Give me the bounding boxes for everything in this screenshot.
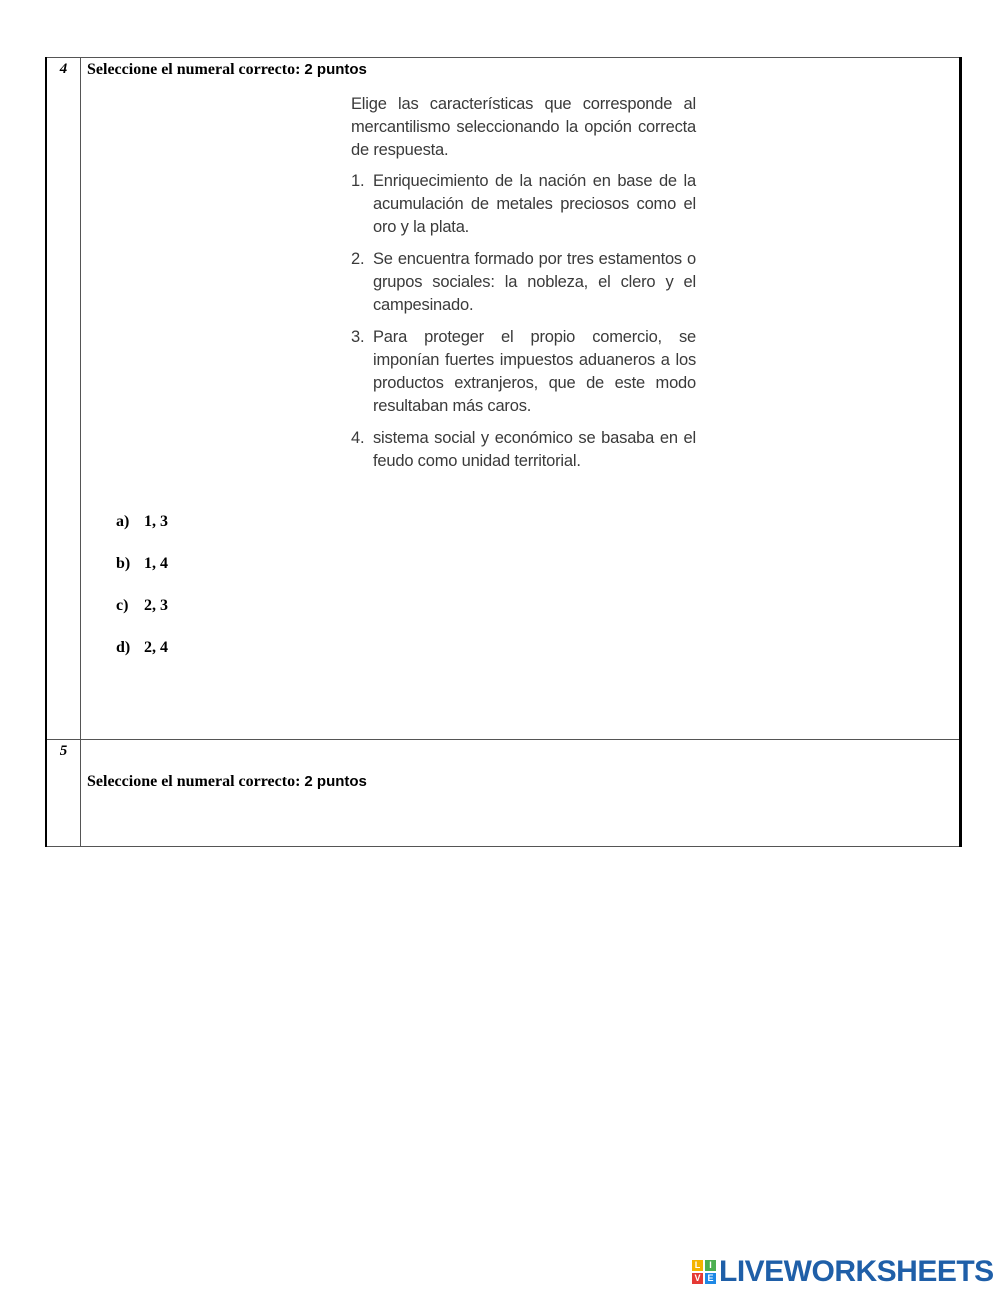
question-body [81,740,961,847]
option-value: 2, 4 [144,639,168,656]
logo-mark-cell: V [692,1273,703,1284]
passage-item-number: 2. [351,250,365,268]
passage-item [351,248,696,317]
question-points: 2 puntos [304,61,367,78]
option-value: 1, 4 [144,555,168,572]
option-value: 1, 3 [144,513,168,530]
logo-mark-icon [692,1260,716,1284]
question-row-4 [46,58,961,740]
question-number: 4 [46,58,81,740]
liveworksheets-logo [692,1255,994,1289]
question-passage [351,93,696,473]
answer-options [116,513,959,681]
question-title-text: Seleccione el numeral correcto: [87,773,301,790]
worksheet-table [45,57,962,847]
passage-item-text: Enriquecimiento de la nación en base de la acumulación de metales preciosos como el oro y la plata. [373,172,696,236]
passage-item [351,326,696,418]
passage-list [351,170,696,473]
passage-item-text: Se encuentra formado por tres estamentos o grupos sociales: la nobleza, el clero y el campesinado. [373,250,696,314]
option-letter: c) [116,597,129,614]
question-title [87,61,959,79]
passage-item-number: 3. [351,328,365,346]
option-letter: b) [116,555,131,572]
passage-item-text: sistema social y económico se basaba en el feudo como unidad territorial. [373,429,696,470]
question-body [81,58,961,740]
question-number: 5 [46,740,81,847]
logo-mark-cell: I [705,1260,716,1271]
passage-intro: Elige las características que corresponde al mercantilismo seleccionando la opción correcta de respuesta. [351,95,696,159]
passage-item [351,427,696,473]
question-title-text: Seleccione el numeral correcto: [87,61,301,78]
question-title [87,773,959,791]
passage-item-number: 4. [351,429,365,447]
answer-option-d[interactable] [116,639,959,681]
logo-mark-cell: L [692,1260,703,1271]
logo-mark-cell: E [705,1273,716,1284]
answer-option-a[interactable] [116,513,959,555]
passage-item [351,170,696,239]
option-value: 2, 3 [144,597,168,614]
answer-option-c[interactable] [116,597,959,639]
logo-text: LIVEWORKSHEETS [719,1255,994,1288]
passage-item-number: 1. [351,172,365,190]
question-row-5 [46,740,961,847]
question-points: 2 puntos [304,773,367,790]
option-letter: a) [116,513,130,530]
answer-option-b[interactable] [116,555,959,597]
passage-item-text: Para proteger el propio comercio, se imponían fuertes impuestos aduaneros a los productos extranjeros, que de este modo resultaban más caros. [373,328,696,415]
option-letter: d) [116,639,131,656]
